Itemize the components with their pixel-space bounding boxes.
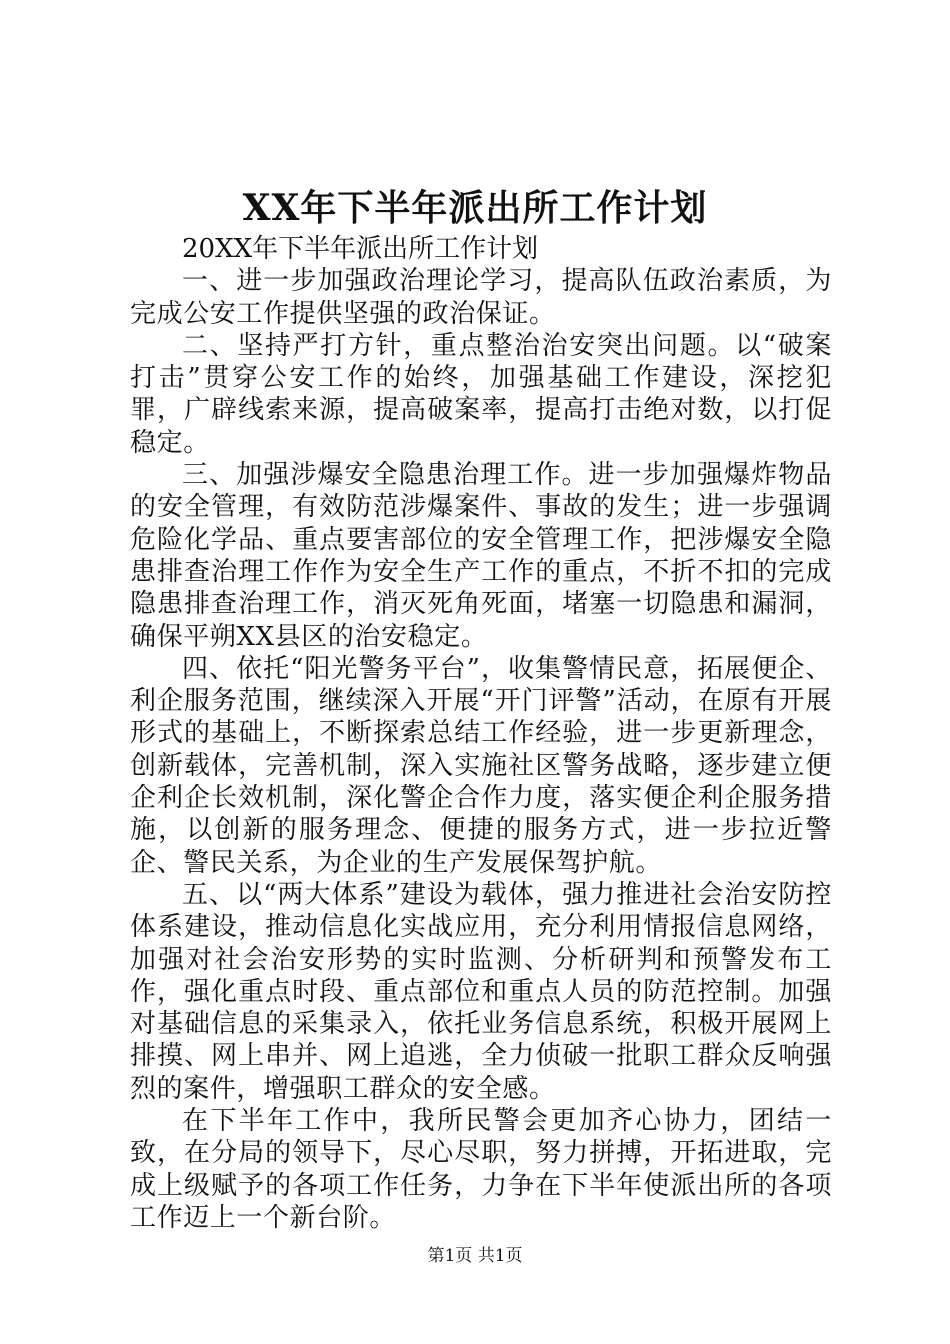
paragraph-1: 一、进一步加强政治理论学习，提高队伍政治素质，为完成公安工作提供坚强的政治保证。 (130, 266, 832, 329)
document-title: XX年下半年派出所工作计划 (242, 187, 708, 229)
paragraph-5: 五、以“两大体系”建设为载体，强力推进社会治安防控体系建设，推动信息化实战应用，充分利用情报信息网络，加强对社会治安形势的实时监测、分析研判和预警发布工作，强化重点时段、重点部位和重点人员的防范控制。加强对基础信息的采集录入，依托业务信息系统，积极开展网上排摸、网上串并、网上追逃，全力侦破一批职工群众反响强烈的案件，增强职工群众的安全感。 (130, 879, 832, 1104)
page-number-footer: 第1页 共1页 (427, 1246, 523, 1266)
paragraph-3: 三、加强涉爆安全隐患治理工作。进一步加强爆炸物品的安全管理，有效防范涉爆案件、事故的发生；进一步强调危险化学品、重点要害部位的安全管理工作，把涉爆安全隐患排查治理工作作为安全生产工作的重点，不折不扣的完成隐患排查治理工作，消灭死角死面，堵塞一切隐患和漏洞，确保平朔XX县区的治安稳定。 (130, 460, 832, 652)
document-subtitle: 20XX年下半年派出所工作计划 (182, 234, 539, 264)
paragraph-2: 二、坚持严打方针，重点整治治安突出问题。以“破案打击”贯穿公安工作的始终，加强基础工作建设，深挖犯罪，广辟线索来源，提高破案率，提高打击绝对数，以打促稳定。 (130, 330, 832, 458)
paragraph-6: 在下半年工作中，我所民警会更加齐心协力，团结一致，在分局的领导下，尽心尽职，努力拼搏，开拓进取，完成上级赋予的各项工作任务，力争在下半年使派出所的各项工作迈上一个新台阶。 (130, 1106, 832, 1233)
paragraph-4: 四、依托“阳光警务平台”，收集警情民意，拓展便企、利企服务范围，继续深入开展“开门评警”活动，在原有开展形式的基础上，不断探索总结工作经验，进一步更新理念，创新载体，完善机制，深入实施社区警务战略，逐步建立便企利企长效机制，深化警企合作力度，落实便企利企服务措施，以创新的服务理念、便捷的服务方式，进一步拉近警企、警民关系，为企业的生产发展保驾护航。 (130, 653, 832, 878)
document-body (130, 233, 832, 1234)
